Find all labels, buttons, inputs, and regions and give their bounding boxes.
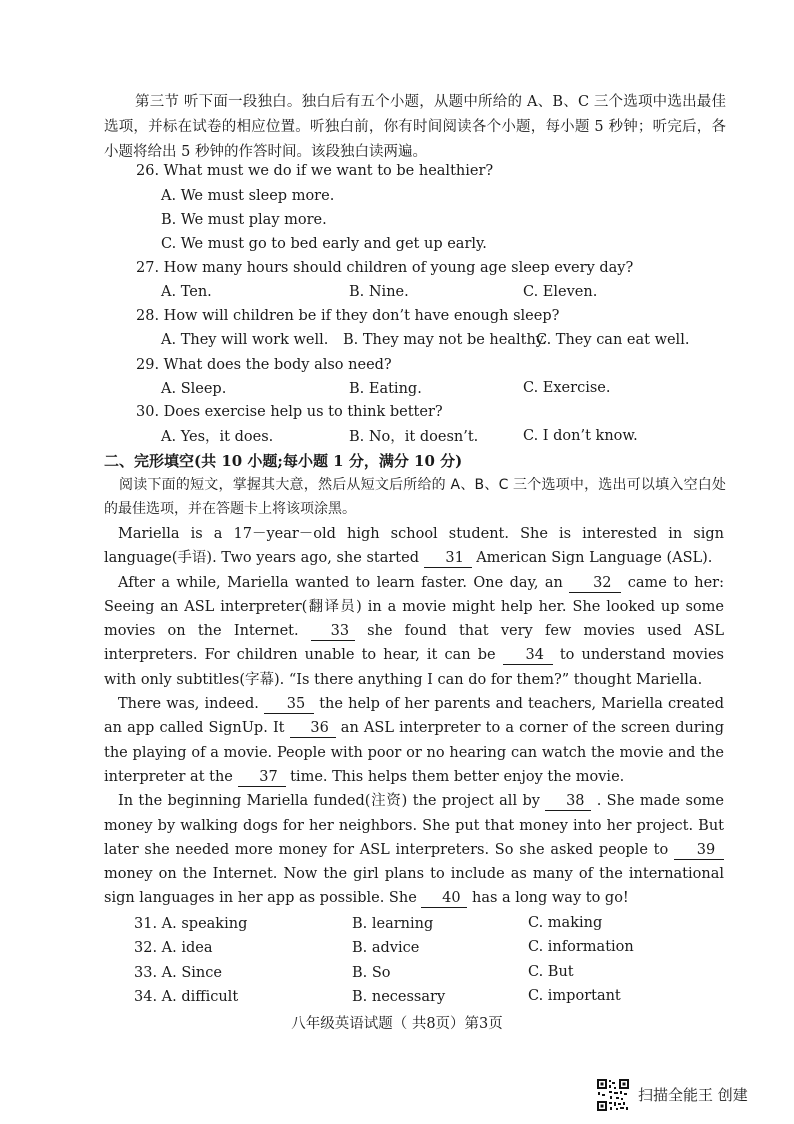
blank-31: 31: [424, 549, 472, 568]
blank-33: 33: [311, 622, 355, 641]
passage-p1-part2: Two years ago, she started: [221, 550, 419, 567]
question-27: 27. How many hours should children of young age sleep every day?: [136, 260, 634, 276]
passage-p3-part2: the help of her parents and teachers, Mariella created an app called SignUp. It: [104, 696, 724, 737]
section3-instructions: 第三节 听下面一段独白。独白后有五个小题，从题中所给的 A、B、C 三个选项中选出最佳选项，并标在试卷的相应位置。听独白前，你有时间阅读各个小题，每小题 5 秒钟；听完后，各小题将给出 5 秒钟的作答时间。该段独白读两遍。: [104, 94, 726, 160]
option-30a: A. Yes，it does.: [161, 429, 274, 445]
passage-p3-part3: an ASL interpreter to a corner of the screen during the playing of a movie. People with poor or no hearing can watch the movie and the interpreter at the: [104, 720, 724, 785]
blank-35: 35: [264, 695, 314, 714]
passage-p2-part2: came to her: Seeing an ASL interpreter(翻译员) in a movie might help her. She looked up some movies on the Internet.: [104, 574, 724, 640]
passage-p1-part1: Mariella is a 17－year－old high school student. She is interested in sign language(手语).: [104, 526, 724, 567]
blank-38: 38: [545, 792, 591, 811]
option-29b: B. Eating.: [349, 381, 422, 397]
choice-33b: B. So: [352, 965, 391, 981]
page-footer: 八年级英语试题（ 共8页）第3页: [291, 1016, 503, 1032]
passage-p2-part1: After a while, Mariella wanted to learn faster. One day, an: [118, 574, 563, 591]
choice-33c: C. But: [528, 964, 574, 980]
choice-34b: B. necessary: [352, 989, 446, 1005]
choice-31b: B. learning: [352, 916, 434, 932]
option-26a: A. We must sleep more.: [161, 188, 335, 204]
choice-34c: C. important: [528, 988, 621, 1004]
option-27b: B. Nine.: [349, 284, 409, 300]
question-28: 28. How will children be if they don’t have enough sleep?: [136, 308, 560, 324]
cloze-heading: 二、完形填空(共 10 小题;每小题 1 分，满分 10 分): [104, 452, 463, 470]
option-28b: B. They may not be healthy.: [343, 332, 547, 348]
passage-p3-part4: time. This helps them better enjoy the movie.: [290, 768, 625, 785]
choice-32b: B. advice: [352, 940, 420, 956]
passage-p4-part4: has a long way to go!: [472, 890, 629, 907]
blank-40: 40: [421, 889, 467, 908]
option-26b: B. We must play more.: [161, 212, 327, 228]
scanner-watermark: [596, 1078, 786, 1112]
option-26c: C. We must go to bed early and get up early.: [161, 236, 487, 252]
watermark-text: 扫描全能王 创建: [638, 1086, 748, 1104]
passage-p4-part1: In the beginning Mariella funded(注资) the project all by: [118, 793, 540, 810]
qr-code-icon: [596, 1078, 630, 1112]
option-30b: B. No，it doesn’t.: [349, 429, 479, 445]
blank-32: 32: [569, 574, 621, 593]
choice-32a: 32. A. idea: [134, 940, 213, 956]
blank-37: 37: [238, 768, 286, 787]
blank-36: 36: [290, 719, 336, 738]
option-28c: C. They can eat well.: [536, 332, 690, 348]
choice-34a: 34. A. difficult: [134, 989, 239, 1005]
option-27a: A. Ten.: [161, 284, 212, 300]
option-28a: A. They will work well.: [161, 332, 329, 348]
question-29: 29. What does the body also need?: [136, 357, 392, 373]
choice-33a: 33. A. Since: [134, 965, 222, 981]
option-29c: C. Exercise.: [523, 380, 611, 396]
option-30c: C. I don’t know.: [523, 428, 638, 444]
blank-34: 34: [503, 646, 553, 665]
blank-39: 39: [674, 841, 724, 860]
question-26: 26. What must we do if we want to be healthier?: [136, 163, 494, 179]
choice-31a: 31. A. speaking: [134, 916, 248, 932]
passage-p4-part3: money on the Internet. Now the girl plans to include as many of the international sign languages in her app as possible. She: [104, 866, 724, 907]
passage-p2-part3: she found that very few movies used ASL interpreters. For children unable to hear, it can be: [104, 623, 725, 664]
option-29a: A. Sleep.: [161, 381, 227, 397]
passage-p1-part3: American Sign Language (ASL).: [476, 550, 713, 567]
choice-32c: C. information: [528, 939, 634, 955]
passage-p2-part4: to understand movies with only subtitles(字幕). “Is there anything I can do for them?” thought Mariella.: [104, 647, 724, 688]
cloze-passage: [104, 522, 724, 911]
question-30: 30. Does exercise help us to think better?: [136, 404, 443, 420]
choice-31c: C. making: [528, 915, 603, 931]
option-27c: C. Eleven.: [523, 284, 598, 300]
cloze-instructions: 阅读下面的短文，掌握其大意，然后从短文后所给的 A、B、C 三个选项中，选出可以填入空白处的最佳选项，并在答题卡上将该项涂黑。: [104, 477, 726, 517]
passage-p4-part2: . She made some money by walking dogs for her neighbors. She put that money into her project. But later she needed more money for ASL interpreters. So she asked people to: [104, 793, 725, 858]
passage-p3-part1: There was, indeed.: [118, 696, 259, 713]
